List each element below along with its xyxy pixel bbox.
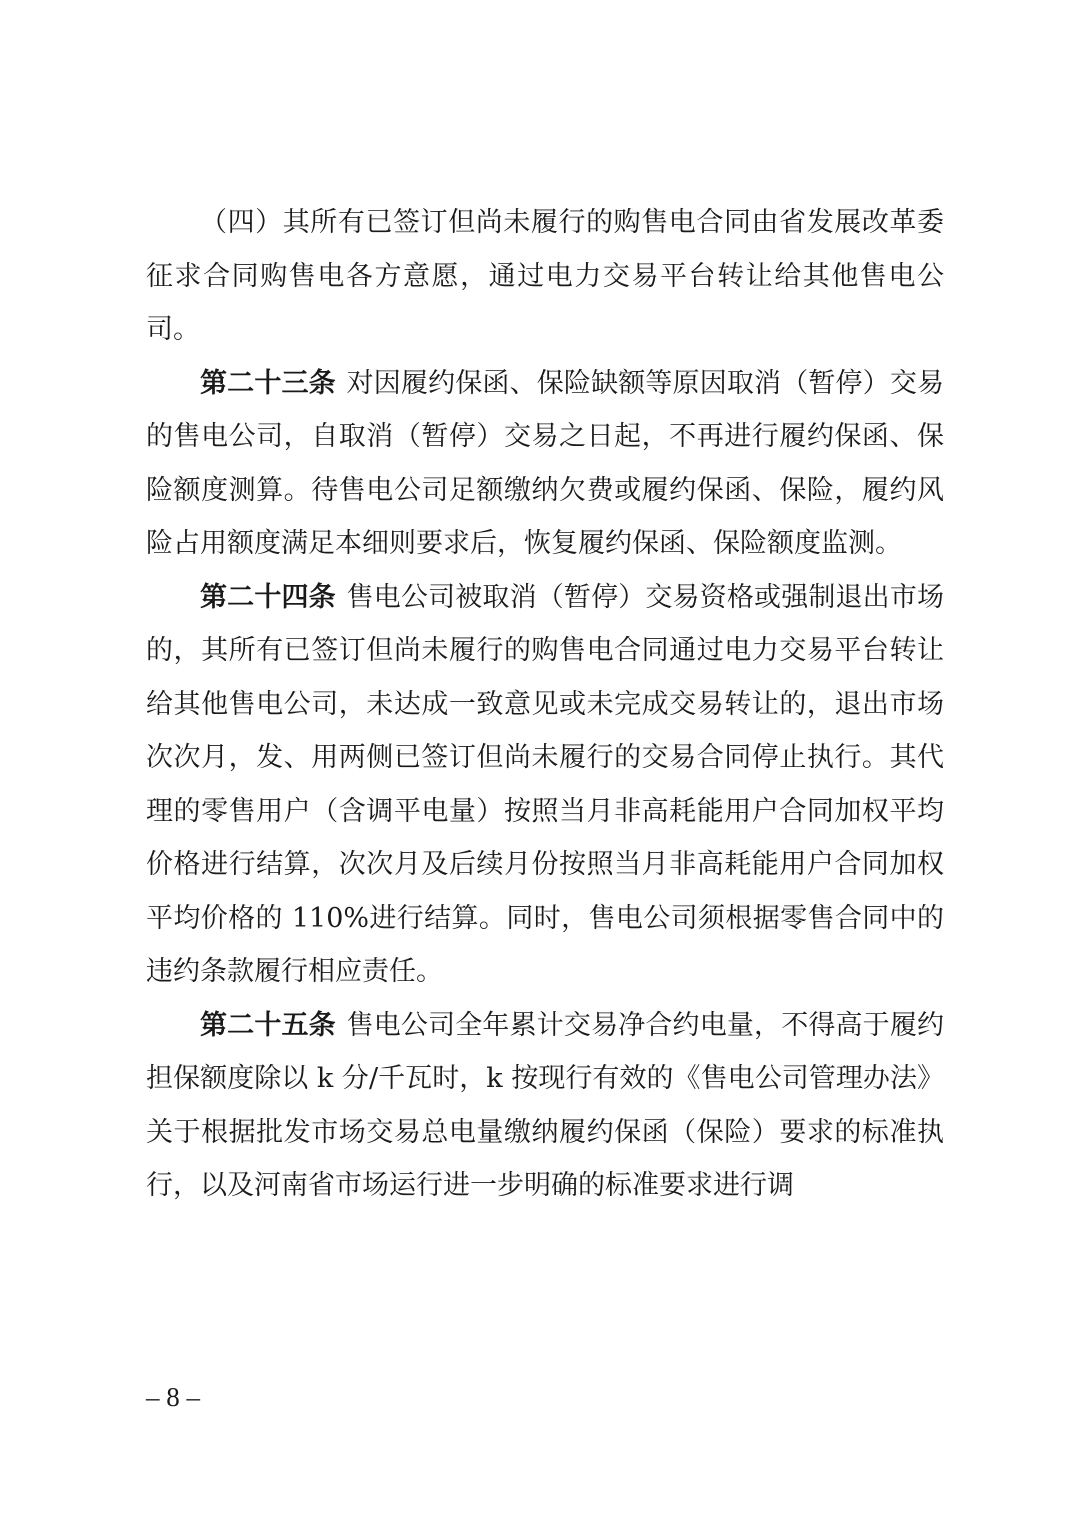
document-body	[146, 196, 944, 1213]
article-title: 第二十四条	[200, 581, 336, 613]
paragraph-article-23	[146, 357, 944, 571]
article-title: 第二十三条	[200, 367, 336, 399]
page-number: – 8 –	[146, 1382, 200, 1412]
article-title: 第二十五条	[200, 1009, 336, 1041]
paragraph-text: 售电公司被取消（暂停）交易资格或强制退出市场的，其所有已签订但尚未履行的购售电合同通过电力交易平台转让给其他售电公司，未达成一致意见或未完成交易转让的，退出市场次次月，发、用两侧已签订但尚未履行的交易合同停止执行。其代理的零售用户（含调平电量）按照当月非高耗能用户合同加权平均价格进行结算，次次月及后续月份按照当月非高耗能用户合同加权平均价格的 110%进行结算。同时，售电公司须根据零售合同中的违约条款履行相应责任。	[146, 581, 945, 987]
paragraph-text: 对因履约保函、保险缺额等原因取消（暂停）交易的售电公司，自取消（暂停）交易之日起，不再进行履约保函、保险额度测算。待售电公司足额缴纳欠费或履约保函、保险，履约风险占用额度满足本细则要求后，恢复履约保函、保险额度监测。	[146, 367, 945, 559]
paragraph-article-25	[146, 999, 944, 1213]
paragraph-clause-4	[146, 196, 944, 357]
paragraph-article-24	[146, 571, 944, 999]
paragraph-text: 售电公司全年累计交易净合约电量，不得高于履约担保额度除以 k 分/千瓦时，k 按现行有效的《售电公司管理办法》关于根据批发市场交易总电量缴纳履约保函（保险）要求的标准执行，以及河南省市场运行进一步明确的标准要求进行调	[146, 1009, 945, 1201]
paragraph-text: （四）其所有已签订但尚未履行的购售电合同由省发展改革委征求合同购售电各方意愿，通过电力交易平台转让给其他售电公司。	[146, 207, 944, 345]
